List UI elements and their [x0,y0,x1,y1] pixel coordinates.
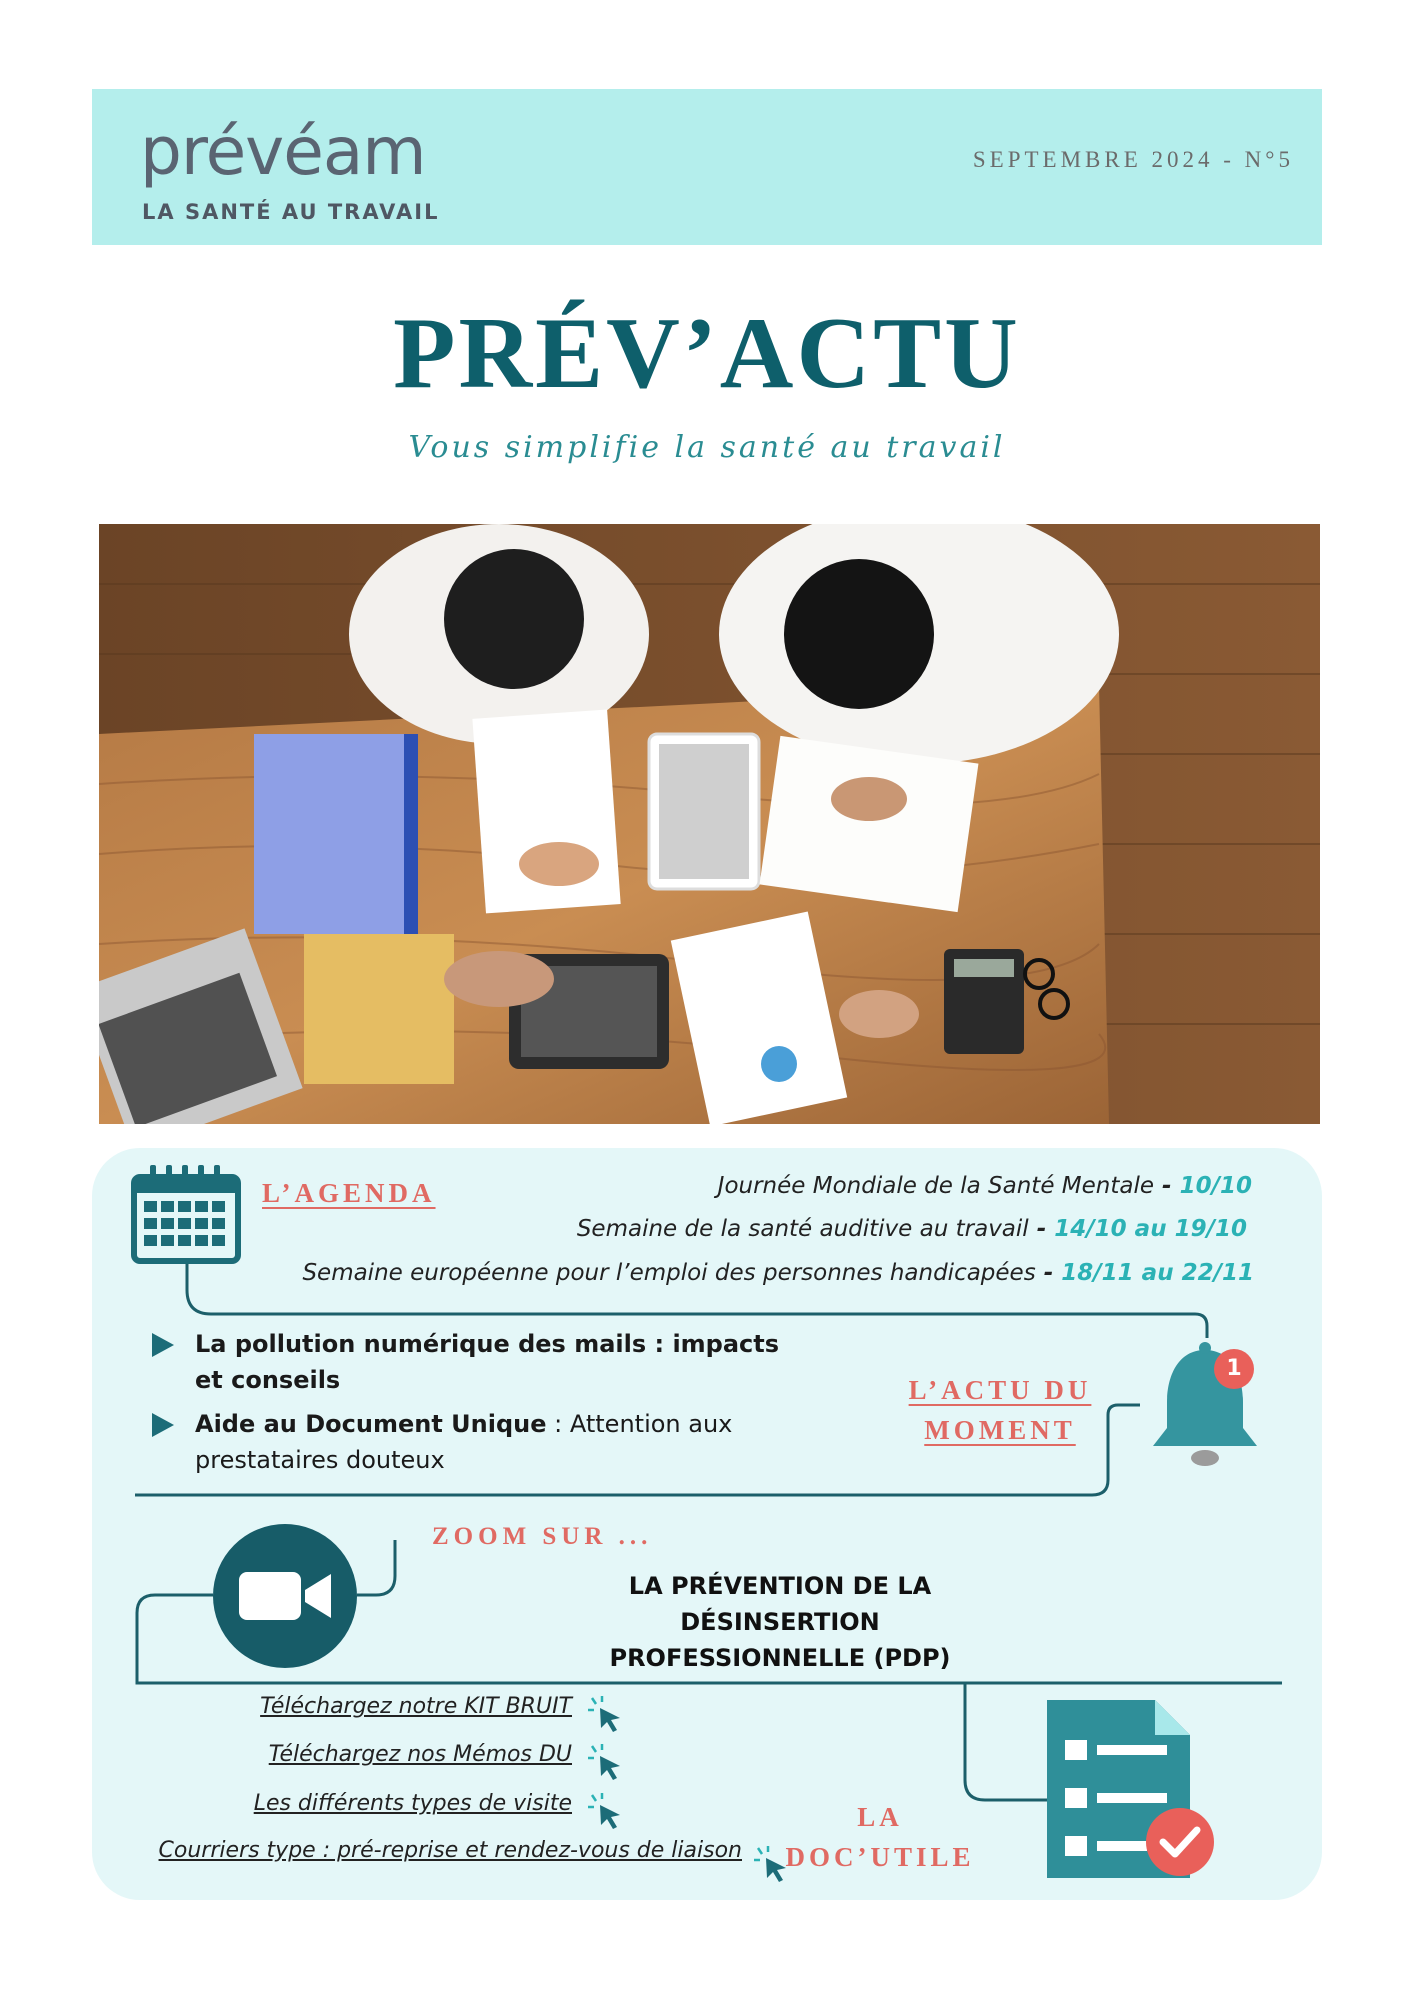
agenda-event [302,1260,1254,1286]
calendar-icon [130,1163,242,1265]
event-separator: - [1028,1216,1055,1242]
event-date: 10/10 [1179,1173,1252,1199]
bullet-arrow-icon [152,1413,174,1437]
video-camera-icon [213,1524,357,1668]
newsletter-title: PRÉV’ACTU [393,297,1021,410]
cursor-click-icon [586,1742,626,1782]
cursor-click-icon [586,1791,626,1831]
agenda-event [577,1216,1247,1242]
actu-item[interactable] [195,1326,815,1398]
agenda-label: L’AGENDA [262,1178,436,1208]
event-name: Semaine de la santé auditive au travail [576,1216,1029,1242]
event-date: 18/11 au 22/11 [1061,1260,1254,1286]
actu-label [880,1370,1120,1450]
event-separator: - [1035,1260,1062,1286]
agenda-event [718,1173,1252,1199]
bullet-arrow-icon [152,1333,174,1357]
actu-item-title: La pollution numérique des mails : impacts et conseils [195,1330,780,1394]
checklist-document-icon [1045,1700,1225,1880]
actu-label-line: MOMENT [924,1415,1076,1445]
event-name: Journée Mondiale de la Santé Mentale [717,1173,1155,1199]
actu-item-text: : Attention aux prestataires douteux [195,1410,733,1474]
logo-wordmark: prévéam [140,113,426,190]
event-separator: - [1154,1173,1180,1199]
issue-label: SEPTEMBRE 2024 - N°5 [972,147,1294,172]
doc-link[interactable]: Téléchargez nos Mémos DU [268,1742,572,1767]
newsletter-subtitle: Vous simplifie la santé au travail [408,430,1006,465]
doc-link[interactable]: Courriers type : pré-reprise et rendez-vous de liaison [158,1838,742,1863]
actu-item[interactable] [195,1406,815,1478]
doc-label-line: DOC’UTILE [785,1842,975,1872]
event-date: 14/10 au 19/10 [1054,1216,1247,1242]
zoom-label: ZOOM SUR ... [432,1523,653,1550]
doc-label-line: LA [857,1802,903,1832]
notification-badge: 1 [1214,1349,1254,1389]
actu-label-line: L’ACTU DU [908,1375,1092,1405]
doc-label [770,1797,990,1877]
cursor-click-icon [586,1694,626,1734]
zoom-headline-line: LA PRÉVENTION DE LA DÉSINSERTION [628,1572,932,1636]
actu-item-title: Aide au Document Unique [195,1410,547,1438]
logo-tagline: LA SANTÉ AU TRAVAIL [142,200,440,224]
doc-link[interactable]: Les différents types de visite [253,1791,572,1816]
zoom-headline-line: PROFESSIONNELLE (PDP) [609,1644,951,1672]
doc-link[interactable]: Téléchargez notre KIT BRUIT [260,1694,572,1719]
zoom-headline[interactable] [560,1568,1000,1676]
event-name: Semaine européenne pour l’emploi des personnes handicapées [302,1260,1036,1286]
